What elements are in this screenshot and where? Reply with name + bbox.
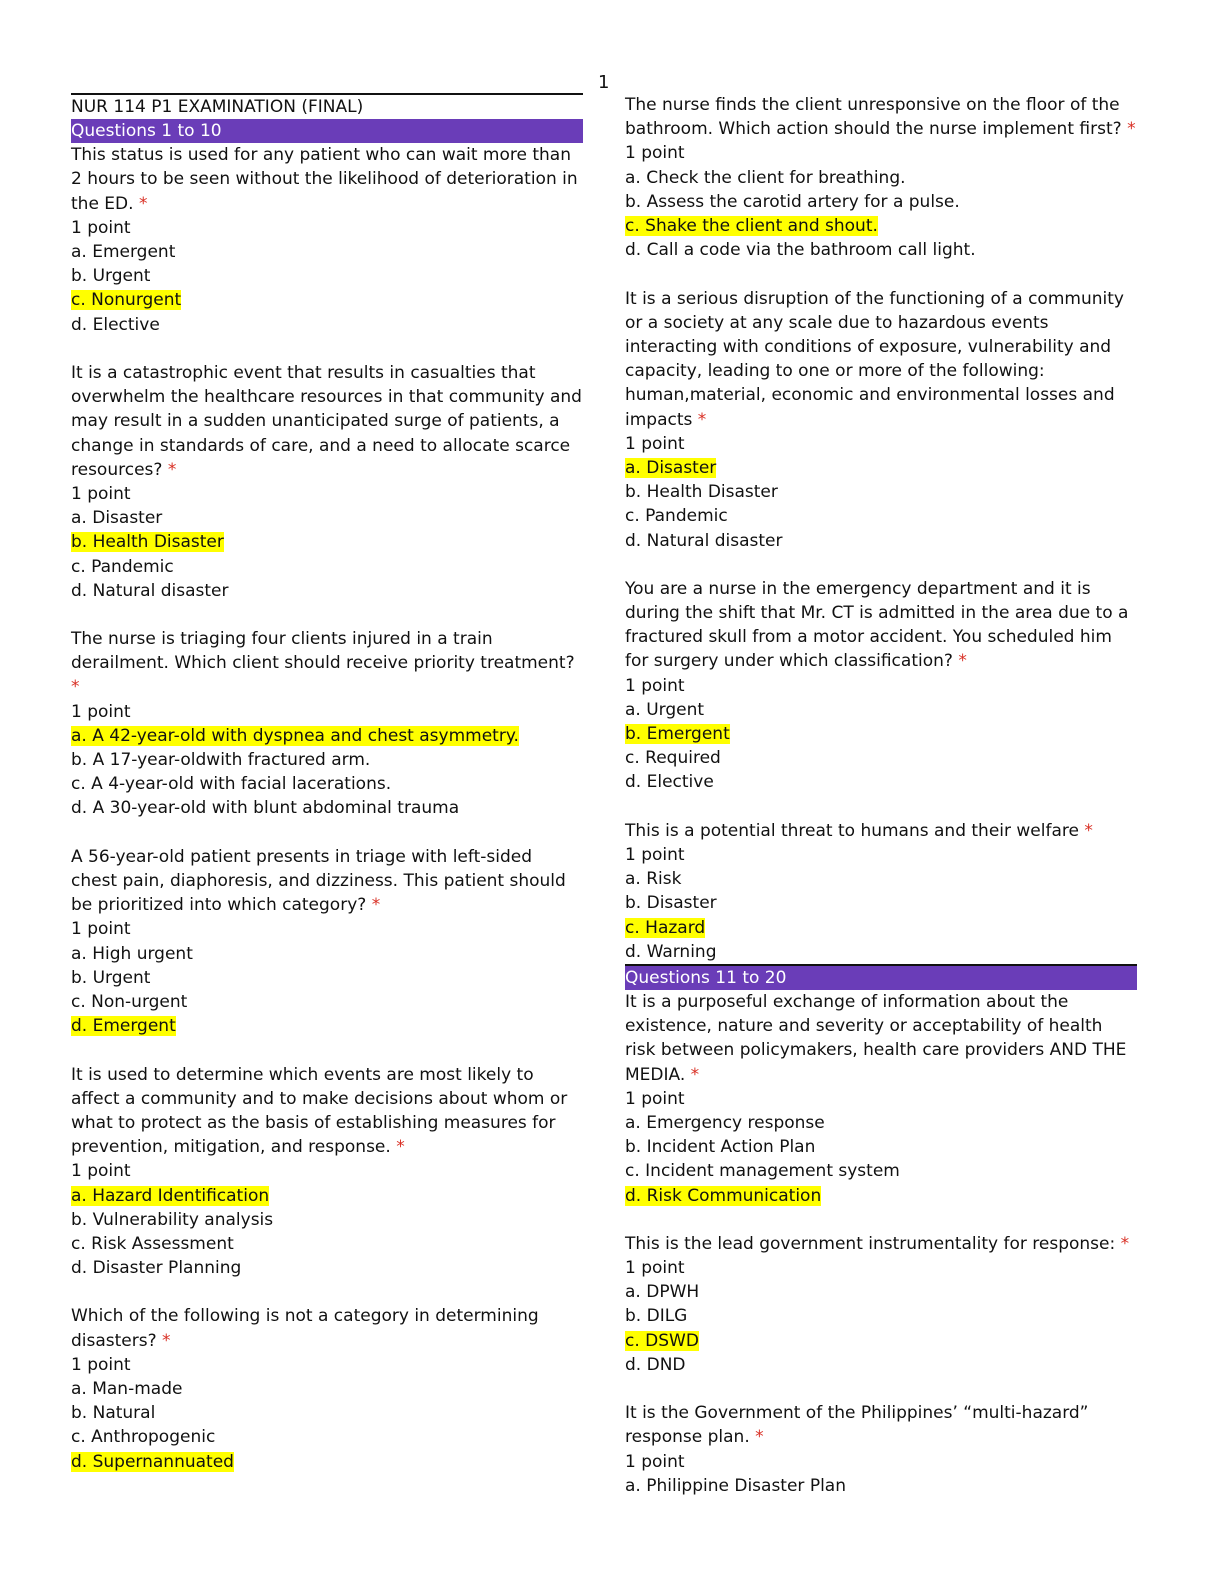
answer-option — [71, 748, 583, 772]
answer-option — [625, 722, 1137, 746]
answer-option-text: a. Urgent — [625, 699, 705, 720]
answer-option — [625, 770, 1137, 794]
question-spacer — [71, 1038, 583, 1062]
required-asterisk: * — [371, 895, 381, 916]
answer-option — [71, 796, 583, 820]
required-asterisk: * — [690, 1064, 700, 1085]
answer-option — [71, 288, 583, 312]
question-spacer — [625, 262, 1137, 286]
answer-option — [71, 1377, 583, 1401]
question-block — [625, 990, 1137, 1208]
answer-option — [625, 1474, 1137, 1498]
answer-option-text: b. Urgent — [71, 266, 151, 287]
question-block — [625, 1401, 1137, 1498]
question-points: 1 point — [625, 675, 685, 696]
answer-option-text: a. Disaster — [71, 508, 163, 529]
document-title: NUR 114 P1 EXAMINATION (FINAL) — [71, 97, 364, 117]
answer-option — [625, 1280, 1137, 1304]
answer-option — [71, 530, 583, 554]
answer-option — [71, 1208, 583, 1232]
answer-option — [71, 990, 583, 1014]
answer-option-text: c. Risk Assessment — [71, 1233, 234, 1254]
answer-option-text: d. Elective — [71, 314, 160, 335]
answer-option-text: b. A 17-year-oldwith fractured arm. — [71, 750, 371, 771]
question-text-body: A 56-year-old patient presents in triage with left-sided chest pain, diaphoresis, and dizziness. This patient should be prioritized into which category? — [71, 846, 566, 916]
required-asterisk: * — [697, 409, 707, 430]
highlighted-answer: b. Emergent — [625, 724, 730, 745]
answer-option — [625, 1184, 1137, 1208]
answer-option — [625, 1135, 1137, 1159]
answer-option — [625, 916, 1137, 940]
answer-option — [71, 1450, 583, 1474]
question-points: 1 point — [625, 143, 685, 164]
answer-option — [625, 1111, 1137, 1135]
question-block — [71, 1304, 583, 1473]
answer-option — [71, 1232, 583, 1256]
answer-option-text: d. A 30-year-old with blunt abdominal trauma — [71, 798, 460, 819]
answer-option — [71, 724, 583, 748]
question-spacer — [71, 821, 583, 845]
question-points: 1 point — [625, 845, 685, 866]
question-block — [71, 361, 583, 603]
question-text — [625, 990, 1137, 1087]
answer-option — [71, 1425, 583, 1449]
answer-option — [625, 891, 1137, 915]
required-asterisk: * — [1120, 1233, 1130, 1254]
right-question-list-b — [625, 990, 1137, 1498]
answer-option-text: b. Disaster — [625, 893, 717, 914]
answer-option — [625, 940, 1137, 964]
question-block — [71, 845, 583, 1039]
answer-option-text: c. Pandemic — [71, 556, 174, 577]
answer-option-text: a. High urgent — [71, 943, 193, 964]
required-asterisk: * — [138, 193, 148, 214]
required-asterisk: * — [167, 459, 177, 480]
question-text-body: The nurse finds the client unresponsive on the floor of the bathroom. Which action should the nurse implement first? — [625, 95, 1122, 140]
highlighted-answer: d. Risk Communication — [625, 1185, 822, 1206]
required-asterisk: * — [71, 677, 80, 698]
answer-option — [71, 1014, 583, 1038]
right-column — [625, 93, 1137, 1498]
answer-option — [71, 240, 583, 264]
answer-option-text: b. Assess the carotid artery for a pulse. — [625, 191, 960, 212]
required-asterisk: * — [1084, 820, 1093, 841]
answer-option — [71, 555, 583, 579]
answer-option — [625, 867, 1137, 891]
left-column — [71, 93, 583, 1474]
answer-option-text: c. Anthropogenic — [71, 1427, 216, 1448]
required-asterisk: * — [396, 1137, 405, 1158]
question-spacer — [71, 1280, 583, 1304]
answer-option — [71, 506, 583, 530]
answer-option-text: d. Elective — [625, 772, 714, 793]
question-spacer — [71, 337, 583, 361]
question-points: 1 point — [71, 701, 131, 722]
question-text — [71, 845, 583, 918]
required-asterisk: * — [755, 1427, 764, 1448]
question-text — [625, 93, 1137, 141]
answer-option-text: a. Risk — [625, 869, 682, 890]
answer-option — [625, 746, 1137, 770]
answer-option-text: b. Vulnerability analysis — [71, 1209, 274, 1230]
question-text-body: It is a purposeful exchange of information about the existence, nature and severity or acceptability of health risk between policymakers, health care providers AND THE MEDIA. — [625, 991, 1127, 1085]
answer-option — [625, 238, 1137, 262]
answer-option-text: a. Check the client for breathing. — [625, 167, 906, 188]
question-text-body: This is a potential threat to humans and their welfare — [625, 820, 1079, 841]
answer-option-text: d. Disaster Planning — [71, 1258, 242, 1279]
question-text — [625, 287, 1137, 432]
highlighted-answer: a. A 42-year-old with dyspnea and chest asymmetry. — [71, 725, 519, 746]
question-block — [71, 143, 583, 337]
answer-option — [625, 504, 1137, 528]
question-block — [625, 93, 1137, 262]
answer-option — [625, 480, 1137, 504]
highlighted-answer: a. Disaster — [625, 457, 717, 478]
question-text — [71, 143, 583, 216]
answer-option — [625, 166, 1137, 190]
question-text-body: It is a catastrophic event that results in casualties that overwhelm the healthcare resources in that community and may result in a sudden unanticipated surge of patients, a change in standards of care, and a need to allocate scarce resources? — [71, 362, 582, 480]
question-text-body: It is the Government of the Philippines’ “multi-hazard” response plan. — [625, 1403, 1089, 1448]
question-spacer — [625, 795, 1137, 819]
left-question-list — [71, 143, 583, 1474]
highlighted-answer: a. Hazard Identification — [71, 1185, 270, 1206]
answer-option-text: a. Philippine Disaster Plan — [625, 1475, 846, 1496]
question-block — [625, 287, 1137, 553]
answer-option — [625, 698, 1137, 722]
question-points: 1 point — [625, 1451, 685, 1472]
answer-option — [71, 966, 583, 990]
answer-option-text: c. Non-urgent — [71, 991, 188, 1012]
answer-option-text: c. Pandemic — [625, 506, 728, 527]
answer-option-text: a. Emergent — [71, 241, 176, 262]
question-text — [71, 361, 583, 482]
answer-option-text: b. Urgent — [71, 967, 151, 988]
answer-option-text: b. Natural — [71, 1403, 156, 1424]
question-block — [625, 577, 1137, 795]
question-text — [625, 577, 1137, 674]
question-spacer — [71, 603, 583, 627]
page-number: 1 — [598, 72, 610, 93]
answer-option — [71, 942, 583, 966]
question-points: 1 point — [625, 1258, 685, 1279]
question-block — [625, 819, 1137, 964]
highlighted-answer: c. Hazard — [625, 917, 706, 938]
answer-option — [625, 214, 1137, 238]
answer-option-text: d. Call a code via the bathroom call light. — [625, 240, 976, 261]
question-text — [71, 1304, 583, 1352]
question-spacer — [625, 1377, 1137, 1401]
answer-option-text: d. Warning — [625, 941, 717, 962]
highlighted-answer: d. Supernannuated — [71, 1451, 234, 1472]
answer-option-text: c. A 4-year-old with facial lacerations. — [71, 774, 392, 795]
question-block — [71, 1063, 583, 1281]
question-text-body: It is used to determine which events are most likely to affect a community and to make decisions about whom or what to protect as the basis of establishing measures for prevention, mitigation, and response. — [71, 1064, 568, 1158]
answer-option — [71, 1256, 583, 1280]
answer-option-text: d. Natural disaster — [625, 530, 783, 551]
required-asterisk: * — [1127, 119, 1136, 140]
answer-option — [625, 1159, 1137, 1183]
answer-option — [625, 456, 1137, 480]
question-points: 1 point — [71, 1161, 131, 1182]
question-block — [625, 1232, 1137, 1377]
answer-option — [71, 1401, 583, 1425]
question-text-body: It is a serious disruption of the functioning of a community or a society at any scale due to hazardous events interacting with conditions of exposure, vulnerability and capacity, leading to one or more of the following: human,material, economic and environmental losses and impacts — [625, 288, 1124, 430]
answer-option-text: a. DPWH — [625, 1282, 700, 1303]
question-block — [71, 627, 583, 821]
answer-option — [71, 772, 583, 796]
answer-option — [625, 1353, 1137, 1377]
question-points: 1 point — [71, 1354, 131, 1375]
answer-option-text: b. Incident Action Plan — [625, 1137, 816, 1158]
answer-option — [71, 1184, 583, 1208]
question-spacer — [625, 1208, 1137, 1232]
answer-option-text: d. Natural disaster — [71, 580, 229, 601]
answer-option-text: a. Emergency response — [625, 1112, 825, 1133]
required-asterisk: * — [958, 651, 967, 672]
answer-option-text: a. Man-made — [71, 1379, 183, 1400]
question-points: 1 point — [71, 217, 131, 238]
answer-option — [625, 190, 1137, 214]
answer-option — [71, 579, 583, 603]
section-header-11-20: Questions 11 to 20 — [625, 964, 1137, 990]
question-text — [625, 1401, 1137, 1449]
highlighted-answer: d. Emergent — [71, 1016, 176, 1037]
highlighted-answer: b. Health Disaster — [71, 532, 224, 553]
answer-option — [71, 313, 583, 337]
question-points: 1 point — [71, 919, 131, 940]
question-text-body: Which of the following is not a category in determining disasters? — [71, 1306, 539, 1351]
question-text-body: You are a nurse in the emergency department and it is during the shift that Mr. CT is admitted in the area due to a fractured skull from a motor accident. You scheduled him for surgery under which classification? — [625, 578, 1129, 672]
question-points: 1 point — [625, 1088, 685, 1109]
answer-option — [625, 1304, 1137, 1328]
answer-option — [625, 529, 1137, 553]
highlighted-answer: c. Nonurgent — [71, 290, 182, 311]
answer-option-text: b. DILG — [625, 1306, 688, 1327]
question-text-body: This is the lead government instrumentality for response: — [625, 1233, 1116, 1254]
question-text — [625, 1232, 1137, 1256]
question-points: 1 point — [71, 483, 131, 504]
answer-option-text: b. Health Disaster — [625, 482, 778, 503]
required-asterisk: * — [162, 1330, 171, 1351]
answer-option — [71, 264, 583, 288]
highlighted-answer: c. DSWD — [625, 1330, 699, 1351]
right-question-list-a — [625, 93, 1137, 964]
section-header-1-10: Questions 1 to 10 — [71, 119, 583, 143]
question-text-body: This status is used for any patient who can wait more than 2 hours to be seen without the likelihood of deterioration in the ED. — [71, 145, 578, 214]
highlighted-answer: c. Shake the client and shout. — [625, 215, 878, 236]
answer-option-text: c. Required — [625, 748, 721, 769]
answer-option-text: d. DND — [625, 1354, 686, 1375]
question-spacer — [625, 553, 1137, 577]
question-points: 1 point — [625, 433, 685, 454]
question-text — [71, 1063, 583, 1160]
question-text — [71, 627, 583, 700]
question-text — [625, 819, 1137, 843]
question-text-body: The nurse is triaging four clients injured in a train derailment. Which client should receive priority treatment? — [71, 629, 575, 674]
answer-option — [625, 1329, 1137, 1353]
answer-option-text: c. Incident management system — [625, 1161, 900, 1182]
